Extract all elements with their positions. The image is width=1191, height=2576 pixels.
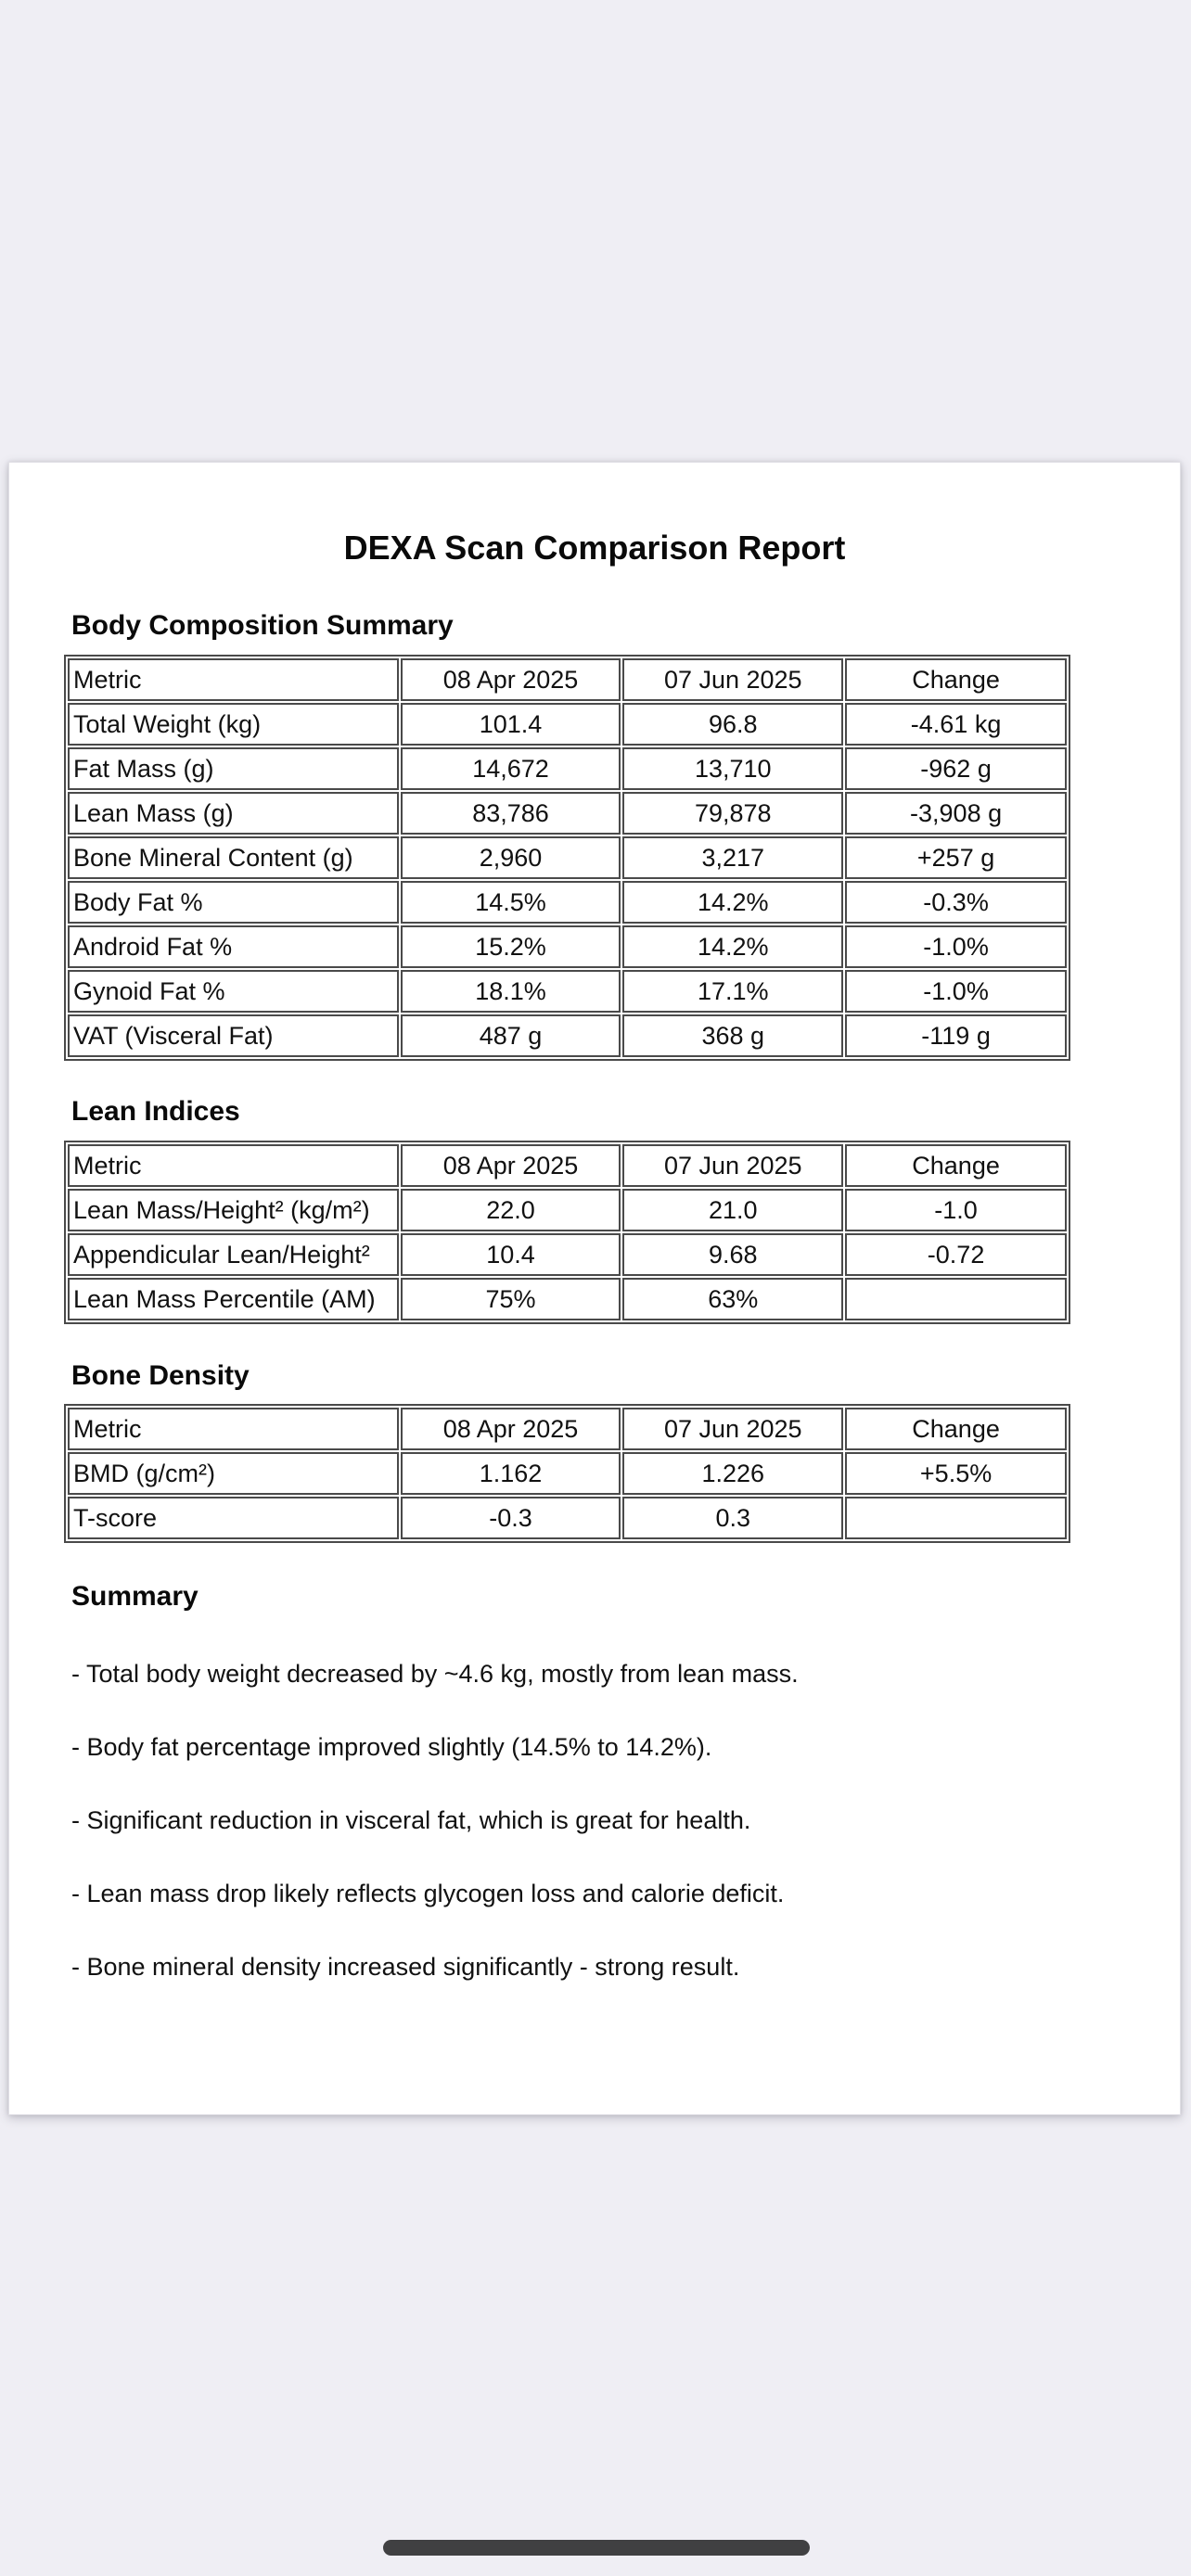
metric-cell: Lean Mass Percentile (AM) — [68, 1278, 399, 1320]
table-cell: 17.1% — [622, 970, 843, 1013]
home-indicator[interactable] — [383, 2540, 810, 2556]
metric-cell: Bone Mineral Content (g) — [68, 836, 399, 879]
table-cell: 101.4 — [401, 703, 621, 746]
metric-cell: Body Fat % — [68, 881, 399, 924]
table-cell: 14.2% — [622, 881, 843, 924]
section-heading-summary: Summary — [71, 1581, 198, 1612]
column-header: 07 Jun 2025 — [622, 1408, 843, 1450]
table-cell: 0.3 — [622, 1497, 843, 1539]
table-row — [68, 747, 1067, 790]
table-cell: 75% — [401, 1278, 621, 1320]
table-cell: 15.2% — [401, 925, 621, 968]
table-cell: -0.3 — [401, 1497, 621, 1539]
table-cell — [845, 1278, 1067, 1320]
lean-indices-table — [64, 1141, 1070, 1324]
table-row — [68, 1278, 1067, 1320]
table-cell: -3,908 g — [845, 792, 1067, 835]
table-cell: +257 g — [845, 836, 1067, 879]
table-cell: 1.162 — [401, 1452, 621, 1495]
metric-cell: VAT (Visceral Fat) — [68, 1014, 399, 1057]
table-row — [68, 1014, 1067, 1057]
summary-bullet: - Body fat percentage improved slightly (14.5% to 14.2%). — [71, 1732, 712, 1761]
table-cell: 63% — [622, 1278, 843, 1320]
table-header-row — [68, 658, 1067, 701]
table-header-row — [68, 1408, 1067, 1450]
table-cell: 96.8 — [622, 703, 843, 746]
summary-bullet-list — [71, 1625, 1120, 2016]
table-row — [68, 1189, 1067, 1231]
section-heading-bone-density: Bone Density — [71, 1360, 250, 1391]
column-header: 08 Apr 2025 — [401, 1408, 621, 1450]
table-cell: 14.5% — [401, 881, 621, 924]
column-header: Change — [845, 1144, 1067, 1187]
table-cell: -0.3% — [845, 881, 1067, 924]
table-cell: 14.2% — [622, 925, 843, 968]
column-header: 07 Jun 2025 — [622, 658, 843, 701]
table-cell: -962 g — [845, 747, 1067, 790]
table-cell: 14,672 — [401, 747, 621, 790]
table-cell: -4.61 kg — [845, 703, 1067, 746]
table-cell: 79,878 — [622, 792, 843, 835]
table-cell: 368 g — [622, 1014, 843, 1057]
table-cell: 21.0 — [622, 1189, 843, 1231]
table-cell: -1.0% — [845, 925, 1067, 968]
table-cell: 1.226 — [622, 1452, 843, 1495]
summary-bullet: - Total body weight decreased by ~4.6 kg, mostly from lean mass. — [71, 1659, 799, 1688]
metric-cell: BMD (g/cm²) — [68, 1452, 399, 1495]
table-cell — [845, 1497, 1067, 1539]
table-cell: 2,960 — [401, 836, 621, 879]
table-row — [68, 881, 1067, 924]
metric-cell: T-score — [68, 1497, 399, 1539]
metric-cell: Lean Mass/Height² (kg/m²) — [68, 1189, 399, 1231]
table-row — [68, 703, 1067, 746]
document-page[interactable] — [8, 462, 1181, 2115]
table-row — [68, 1452, 1067, 1495]
column-header: Metric — [68, 1144, 399, 1187]
metric-cell: Android Fat % — [68, 925, 399, 968]
bone-density-table — [64, 1404, 1070, 1543]
table-cell: 18.1% — [401, 970, 621, 1013]
table-cell: -0.72 — [845, 1233, 1067, 1276]
body-composition-table — [64, 655, 1070, 1061]
table-row — [68, 792, 1067, 835]
column-header: Change — [845, 658, 1067, 701]
metric-cell: Total Weight (kg) — [68, 703, 399, 746]
table-cell: 13,710 — [622, 747, 843, 790]
table-cell: 10.4 — [401, 1233, 621, 1276]
section-heading-lean-indices: Lean Indices — [71, 1096, 240, 1127]
metric-cell: Appendicular Lean/Height² — [68, 1233, 399, 1276]
column-header: 08 Apr 2025 — [401, 658, 621, 701]
table-row — [68, 836, 1067, 879]
column-header: 08 Apr 2025 — [401, 1144, 621, 1187]
table-cell: -1.0 — [845, 1189, 1067, 1231]
table-cell: -119 g — [845, 1014, 1067, 1057]
column-header: Metric — [68, 1408, 399, 1450]
table-header-row — [68, 1144, 1067, 1187]
table-cell: 9.68 — [622, 1233, 843, 1276]
table-cell: +5.5% — [845, 1452, 1067, 1495]
table-cell: -1.0% — [845, 970, 1067, 1013]
table-row — [68, 925, 1067, 968]
table-row — [68, 970, 1067, 1013]
column-header: Change — [845, 1408, 1067, 1450]
table-cell: 22.0 — [401, 1189, 621, 1231]
summary-bullet: - Significant reduction in visceral fat, which is great for health. — [71, 1805, 751, 1834]
document-title: DEXA Scan Comparison Report — [343, 529, 846, 567]
metric-cell: Gynoid Fat % — [68, 970, 399, 1013]
summary-bullet: - Bone mineral density increased significantly - strong result. — [71, 1952, 740, 1981]
table-cell: 83,786 — [401, 792, 621, 835]
metric-cell: Lean Mass (g) — [68, 792, 399, 835]
metric-cell: Fat Mass (g) — [68, 747, 399, 790]
table-cell: 487 g — [401, 1014, 621, 1057]
table-cell: 3,217 — [622, 836, 843, 879]
section-heading-body-composition: Body Composition Summary — [71, 610, 454, 641]
column-header: 07 Jun 2025 — [622, 1144, 843, 1187]
table-row — [68, 1497, 1067, 1539]
table-row — [68, 1233, 1067, 1276]
column-header: Metric — [68, 658, 399, 701]
summary-bullet: - Lean mass drop likely reflects glycogen loss and calorie deficit. — [71, 1879, 785, 1907]
